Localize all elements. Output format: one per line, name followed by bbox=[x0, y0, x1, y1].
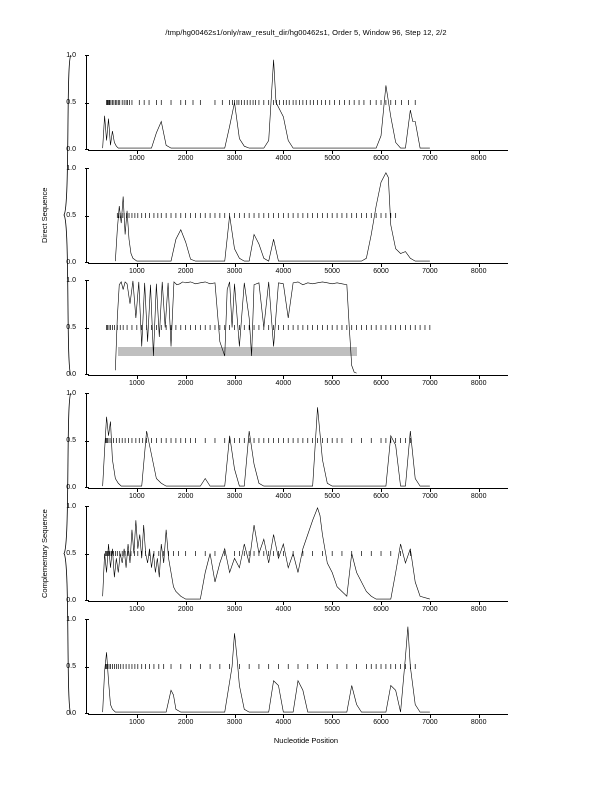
x-tick bbox=[430, 488, 431, 492]
x-tick-label: 7000 bbox=[422, 155, 438, 162]
data-trace bbox=[115, 173, 430, 261]
x-tick-label: 7000 bbox=[422, 493, 438, 500]
x-tick-label: 8000 bbox=[470, 155, 487, 162]
x-tick bbox=[381, 714, 382, 718]
x-tick-label: 8000 bbox=[470, 719, 487, 726]
y-tick-label: 0.0 bbox=[66, 258, 76, 266]
x-tick bbox=[186, 263, 187, 267]
x-tick-label: 7000 bbox=[422, 380, 438, 387]
x-tick-label: 2000 bbox=[177, 155, 194, 162]
marker-row bbox=[107, 325, 430, 330]
y-tick-label: 0.5 bbox=[66, 212, 76, 219]
x-tick bbox=[332, 375, 333, 379]
x-tick-label: 1000 bbox=[129, 380, 145, 387]
group-brace bbox=[62, 55, 72, 375]
x-tick bbox=[479, 601, 480, 605]
x-tick-label: 2000 bbox=[177, 606, 194, 613]
group-label-0: Direct Sequence bbox=[40, 187, 49, 243]
x-tick-label: 6000 bbox=[373, 380, 389, 387]
plot-area-direct-frame-2 bbox=[88, 168, 508, 263]
y-tick-label: 1.0 bbox=[66, 502, 76, 510]
x-tick-label: 4000 bbox=[275, 268, 292, 275]
x-tick-label: 4000 bbox=[275, 719, 292, 726]
x-tick bbox=[479, 150, 480, 154]
x-tick bbox=[186, 375, 187, 379]
x-tick bbox=[332, 714, 333, 718]
y-tick-label: 0.5 bbox=[66, 437, 76, 444]
y-tick-label: 0.0 bbox=[66, 145, 76, 153]
x-axis-complementary-frame-3 bbox=[88, 714, 508, 715]
y-tick-label: 0.0 bbox=[66, 709, 76, 717]
y-tick-label: 1.0 bbox=[66, 51, 76, 59]
x-tick bbox=[332, 601, 333, 605]
y-tick-label: 0.0 bbox=[66, 596, 76, 604]
marker-row bbox=[106, 664, 416, 669]
x-tick-label: 1000 bbox=[129, 493, 145, 500]
x-tick-label: 4000 bbox=[275, 606, 292, 613]
x-tick bbox=[186, 714, 187, 718]
x-tick-label: 4000 bbox=[275, 380, 292, 387]
x-tick bbox=[137, 263, 138, 267]
x-tick-label: 3000 bbox=[226, 493, 243, 500]
x-tick-label: 7000 bbox=[422, 268, 438, 275]
x-tick-label: 2000 bbox=[177, 380, 194, 387]
x-tick-label: 6000 bbox=[373, 493, 389, 500]
x-tick-label: 7000 bbox=[422, 606, 438, 613]
x-tick-label: 6000 bbox=[373, 606, 389, 613]
x-axis-direct-frame-2 bbox=[88, 263, 508, 264]
x-tick bbox=[381, 488, 382, 492]
data-trace bbox=[103, 627, 430, 713]
x-tick bbox=[235, 601, 236, 605]
x-tick-label: 1000 bbox=[129, 155, 145, 162]
x-tick-label: 8000 bbox=[470, 380, 487, 387]
x-tick bbox=[186, 601, 187, 605]
x-tick bbox=[283, 263, 284, 267]
marker-row bbox=[106, 438, 411, 443]
x-tick-label: 3000 bbox=[226, 155, 243, 162]
x-tick bbox=[430, 714, 431, 718]
plot-area-complementary-frame-1 bbox=[88, 393, 508, 488]
x-tick bbox=[186, 150, 187, 154]
plot-area-direct-frame-1 bbox=[88, 55, 508, 150]
x-tick-label: 4000 bbox=[275, 493, 292, 500]
x-tick bbox=[332, 488, 333, 492]
group-brace bbox=[62, 393, 72, 714]
x-tick-label: 1000 bbox=[129, 719, 145, 726]
plot-panel-complementary-frame-1 bbox=[66, 389, 508, 500]
x-tick bbox=[430, 263, 431, 267]
plot-panel-complementary-frame-3 bbox=[66, 615, 508, 726]
x-tick bbox=[283, 601, 284, 605]
x-tick-label: 5000 bbox=[324, 606, 340, 613]
x-tick bbox=[479, 263, 480, 267]
x-tick bbox=[235, 263, 236, 267]
x-tick bbox=[283, 150, 284, 154]
x-tick-label: 3000 bbox=[226, 268, 243, 275]
plot-panel-complementary-frame-2 bbox=[66, 502, 508, 613]
x-tick bbox=[332, 263, 333, 267]
x-tick-label: 3000 bbox=[226, 719, 243, 726]
x-tick-label: 2000 bbox=[177, 493, 194, 500]
x-tick-label: 2000 bbox=[177, 268, 194, 275]
x-tick bbox=[430, 150, 431, 154]
x-tick bbox=[381, 375, 382, 379]
x-axis-direct-frame-3 bbox=[88, 375, 508, 376]
x-tick-label: 4000 bbox=[275, 155, 292, 162]
marker-row bbox=[106, 551, 411, 556]
x-tick-label: 6000 bbox=[373, 155, 389, 162]
x-tick-label: 6000 bbox=[373, 719, 389, 726]
y-tick-label: 0.5 bbox=[66, 663, 76, 670]
x-tick bbox=[137, 601, 138, 605]
x-tick-label: 7000 bbox=[422, 719, 438, 726]
x-tick-label: 8000 bbox=[470, 606, 487, 613]
y-tick-label: 1.0 bbox=[66, 164, 76, 172]
x-tick bbox=[235, 150, 236, 154]
x-tick bbox=[235, 488, 236, 492]
x-tick bbox=[430, 375, 431, 379]
figure-title: /tmp/hg00462s1/only/raw_result_dir/hg00462s1, Order 5, Window 96, Step 12, 2/2 bbox=[165, 28, 447, 37]
y-tick-label: 1.0 bbox=[66, 276, 76, 284]
data-trace bbox=[103, 407, 430, 486]
x-axis-complementary-frame-2 bbox=[88, 601, 508, 602]
x-tick-label: 1000 bbox=[129, 268, 145, 275]
group-label-1: Complementary Sequence bbox=[40, 509, 49, 598]
y-tick-label: 0.0 bbox=[66, 483, 76, 491]
x-tick-label: 8000 bbox=[470, 493, 487, 500]
plot-area-complementary-frame-3 bbox=[88, 619, 508, 714]
plot-panel-direct-frame-1 bbox=[66, 51, 508, 162]
y-tick-label: 1.0 bbox=[66, 389, 76, 397]
x-axis-title: Nucleotide Position bbox=[273, 736, 339, 745]
y-tick-label: 0.0 bbox=[66, 370, 76, 378]
x-tick bbox=[283, 714, 284, 718]
x-tick bbox=[332, 150, 333, 154]
plot-panel-direct-frame-3 bbox=[66, 276, 508, 387]
x-tick-label: 3000 bbox=[226, 380, 243, 387]
y-tick-label: 0.5 bbox=[66, 99, 76, 106]
x-tick bbox=[381, 601, 382, 605]
x-tick-label: 2000 bbox=[177, 719, 194, 726]
x-tick-label: 5000 bbox=[324, 155, 340, 162]
x-tick bbox=[186, 488, 187, 492]
x-tick-label: 3000 bbox=[226, 606, 243, 613]
marker-row bbox=[117, 213, 395, 218]
y-tick-label: 0.5 bbox=[66, 324, 76, 331]
x-tick-label: 6000 bbox=[373, 268, 389, 275]
x-tick bbox=[235, 375, 236, 379]
x-tick bbox=[430, 601, 431, 605]
x-tick bbox=[137, 488, 138, 492]
x-tick bbox=[381, 263, 382, 267]
x-tick bbox=[235, 714, 236, 718]
marker-row bbox=[107, 100, 416, 105]
plot-area-complementary-frame-2 bbox=[88, 506, 508, 601]
x-tick bbox=[137, 375, 138, 379]
x-axis-complementary-frame-1 bbox=[88, 488, 508, 489]
x-tick-label: 1000 bbox=[129, 606, 145, 613]
x-tick bbox=[479, 714, 480, 718]
x-tick bbox=[283, 488, 284, 492]
x-tick-label: 5000 bbox=[324, 493, 340, 500]
x-tick-label: 8000 bbox=[470, 268, 487, 275]
x-tick-label: 5000 bbox=[324, 380, 340, 387]
y-tick-label: 0.5 bbox=[66, 550, 76, 557]
x-tick bbox=[137, 150, 138, 154]
x-tick-label: 5000 bbox=[324, 268, 340, 275]
x-tick bbox=[381, 150, 382, 154]
x-tick bbox=[283, 375, 284, 379]
plot-panel-direct-frame-2 bbox=[66, 164, 508, 275]
x-tick bbox=[137, 714, 138, 718]
x-tick-label: 5000 bbox=[324, 719, 340, 726]
plot-area-direct-frame-3 bbox=[88, 280, 508, 375]
x-tick bbox=[479, 375, 480, 379]
y-tick-label: 1.0 bbox=[66, 615, 76, 623]
x-axis-direct-frame-1 bbox=[88, 150, 508, 151]
x-tick bbox=[479, 488, 480, 492]
